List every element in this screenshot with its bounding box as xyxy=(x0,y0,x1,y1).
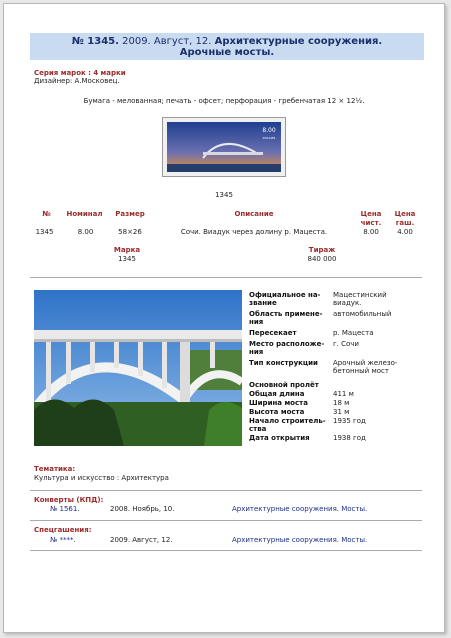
detail-row: Место расположе- ния г. Сочи xyxy=(249,340,359,356)
designer-line xyxy=(34,77,120,85)
stamp-drawing xyxy=(163,118,285,176)
col-description: Описание xyxy=(234,210,274,218)
detail-row: Дата открытия 1938 год xyxy=(249,434,366,442)
designer-value: А.Московец. xyxy=(74,77,120,85)
envelope-number[interactable]: № 1561. xyxy=(50,505,80,513)
stamp-caption: 1345 xyxy=(215,191,233,199)
divider-1 xyxy=(30,277,422,278)
bridge-photo xyxy=(34,290,242,446)
issue-title-1: Архитектурные сооружения. xyxy=(214,36,383,47)
stamp-value: 8.00 xyxy=(262,127,276,134)
page xyxy=(3,3,445,633)
divider-2 xyxy=(30,490,422,491)
row-price-clean: 8.00 xyxy=(363,228,379,236)
row-price-used: 4.00 xyxy=(397,228,413,236)
divider-4 xyxy=(30,550,422,551)
detail-row: Тип конструкции Арочный железо- бетонный мост xyxy=(249,359,398,375)
envelope-subject[interactable]: Архитектурные сооружения. Мосты. xyxy=(232,505,368,513)
run-label: Тираж xyxy=(308,246,336,254)
series-value: 4 марки xyxy=(93,69,126,77)
col-nominal: Номинал xyxy=(66,210,103,218)
page-title xyxy=(30,33,424,60)
details-block xyxy=(249,291,429,443)
detail-row: Высота моста 31 м xyxy=(249,408,350,416)
themes-label: Тематика: xyxy=(34,465,76,473)
detail-row: Ширина моста 18 м xyxy=(249,399,350,407)
designer-label: Дизайнер: xyxy=(34,77,73,85)
stamp-country: РОССИЯ xyxy=(262,136,276,140)
run-value: 840 000 xyxy=(307,255,337,263)
details-table xyxy=(249,291,397,443)
mark-label: Марка xyxy=(113,246,141,254)
mark-value: 1345 xyxy=(118,255,136,263)
envelope-date: 2008. Ноябрь, 10. xyxy=(110,505,175,513)
row-num: 1345 xyxy=(35,228,54,236)
series-label: Серия марок : xyxy=(34,69,91,77)
special-label: Спецгашения: xyxy=(34,526,92,534)
col-price-clean: Цена чист. xyxy=(360,210,382,227)
detail-row: Общая длина 411 м xyxy=(249,390,354,398)
col-size: Размер xyxy=(115,210,145,218)
divider-3 xyxy=(30,520,422,521)
detail-row: Начало строитель- ства 1935 год xyxy=(249,417,366,433)
paper-info: Бумага - мелованная; печать - офсет; перфорация - гребенчатая 12 × 12½. xyxy=(83,97,365,105)
row-description: Сочи. Виадук через долину р. Мацеста. xyxy=(180,228,328,236)
special-subject[interactable]: Архитектурные сооружения. Мосты. xyxy=(232,536,368,544)
series-line xyxy=(34,69,126,77)
special-number[interactable]: № ****. xyxy=(50,536,76,544)
col-num: № xyxy=(42,210,51,218)
col-price-used: Цена гаш. xyxy=(394,210,416,227)
themes-value[interactable]: Культура и искусство : Архитектура xyxy=(34,474,169,482)
main-span-heading-row xyxy=(249,378,397,390)
stamp-image xyxy=(162,117,286,177)
row-size: 58×26 xyxy=(118,228,142,236)
main-span-heading: Основной пролёт xyxy=(249,381,319,389)
row-nominal: 8.00 xyxy=(77,228,94,236)
issue-date: 2009. Август, 12. xyxy=(122,36,212,47)
detail-row: Пересекает р. Мацеста xyxy=(249,329,374,337)
issue-title-2: Арочные мосты. xyxy=(179,47,275,58)
bridge-drawing xyxy=(34,290,242,446)
special-date: 2009. Август, 12. xyxy=(110,536,173,544)
detail-row: Официальное на- звание Мацестинский виадук. xyxy=(249,291,387,307)
detail-row: Область примене- ния автомобильный xyxy=(249,310,392,326)
envelopes-label: Конверты (КПД): xyxy=(34,496,104,504)
issue-number: № 1345. xyxy=(71,36,119,47)
